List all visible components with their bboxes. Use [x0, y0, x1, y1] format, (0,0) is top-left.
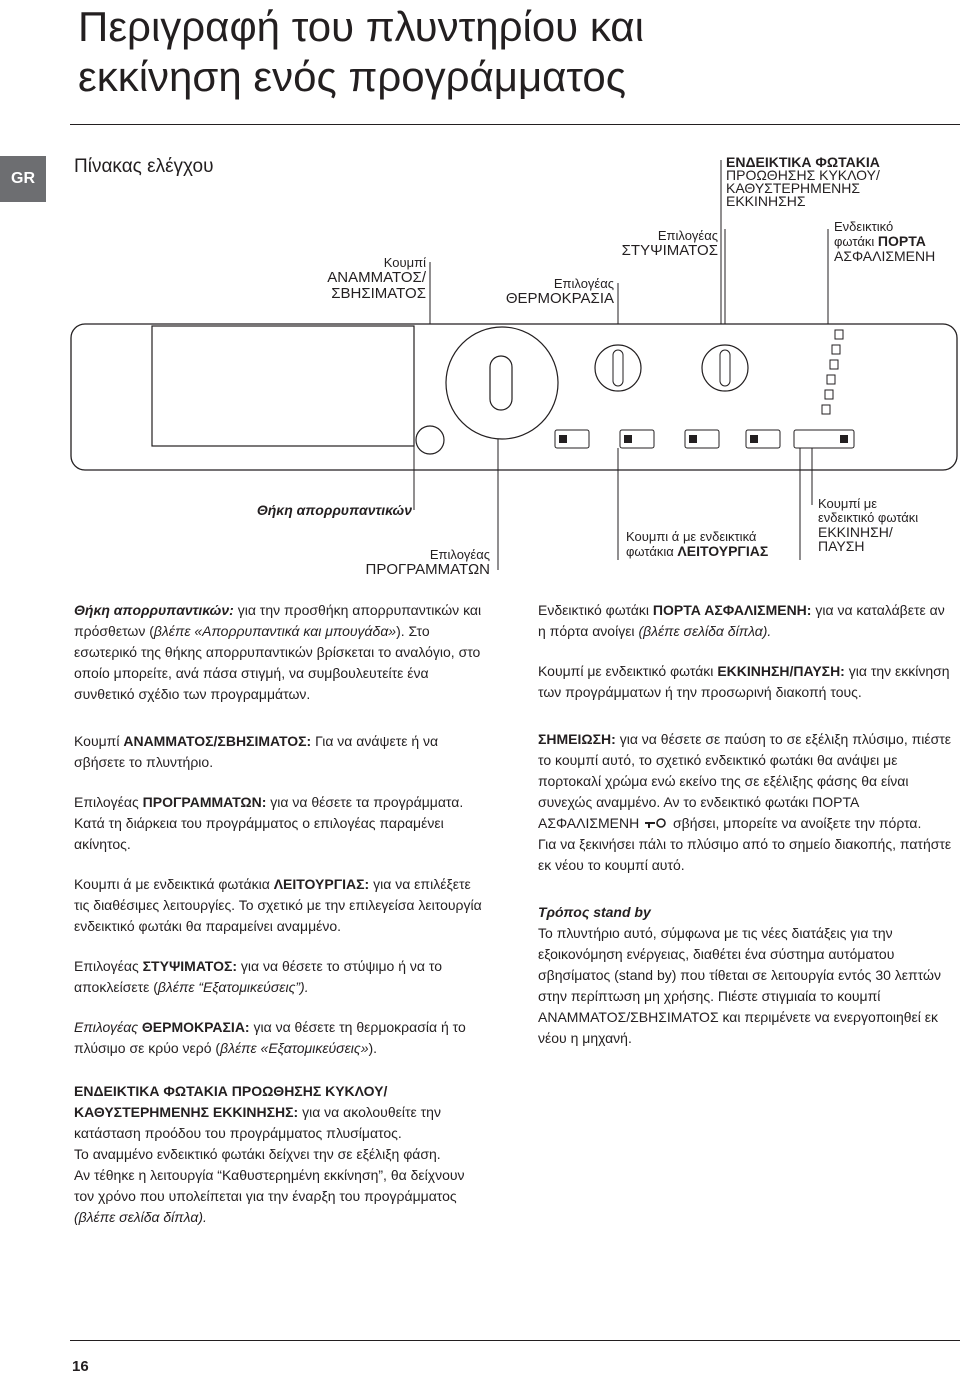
function-light-3 — [689, 435, 697, 443]
onoff-button[interactable] — [416, 426, 444, 454]
label-onoff: Κουμπί ΑΝΑΜΜΑΤΟΣ/ ΣΒΗΣΙΜΑΤΟΣ — [327, 255, 426, 302]
footer-divider — [70, 1340, 960, 1341]
para-drawer: Θήκη απορρυπαντικών: για την προσθήκη απορρυπαντικών και πρόσθετων (βλέπε «Απορρυπαντικά και μπουγάδα»). Στο εσωτερικό της θήκης απορρυπαντικών βρίσκεται το αναλόγιο, στο οποίο μπορείτε, ανά πάσα στιγμή, να συμβουλευτείτε ένα συνθετικό σχέδιο των προγραμμάτων. — [74, 602, 482, 702]
para-door: Ενδεικτικό φωτάκι ΠΟΡΤΑ ΑΣΦΑΛΙΣΜΕΝΗ: για να καταλάβετε αν η πόρτα ανοίγει (βλέπε σελίδα δίπλα). — [538, 602, 945, 639]
label-start-pause: Κουμπί με ενδεικτικό φωτάκι ΕΚΚΙΝΗΣΗ/ ΠΑΥΣΗ — [818, 496, 919, 554]
page-number: 16 — [72, 1358, 89, 1375]
para-spin: Επιλογέας ΣΤΥΨΙΜΑΤΟΣ: για να θέσετε το στύψιμο ή να το αποκλείσετε (βλέπε “Εξατομικεύσεις”). — [74, 958, 443, 995]
para-program: Επιλογέας ΠΡΟΓΡΑΜΜΑΤΩΝ: για να θέσετε τα προγράμματα. Κατά τη διάρκεια του προγράμματος ο επιλογέας παραμένει ακίνητος. — [74, 794, 464, 852]
right-column — [538, 600, 954, 1068]
function-light-2 — [624, 435, 632, 443]
label-progress-lights: ΕΝΔΕΙΚΤΙΚΑ ΦΩΤΑΚΙΑ ΠΡΟΩΘΗΣΗΣ ΚΥΚΛΟΥ/ ΚΑΘΥΣΤΕΡΗΜΕΝΗΣ ΕΚΚΙΝΗΣΗΣ — [726, 154, 880, 209]
label-drawer: Θήκη απορρυπαντικών — [256, 502, 412, 518]
detergent-drawer[interactable] — [152, 326, 414, 446]
para-onoff: Κουμπί ΑΝΑΜΜΑΤΟΣ/ΣΒΗΣΙΜΑΤΟΣ: Για να ανάψετε ή να σβήσετε το πλυντήριο. — [74, 733, 439, 770]
temperature-knob — [613, 350, 623, 386]
left-column — [74, 600, 484, 1247]
progress-light-1 — [835, 330, 843, 339]
spin-knob — [720, 350, 730, 386]
function-light-4 — [750, 435, 758, 443]
title-line-2: εκκίνηση ενός προγράμματος — [78, 53, 627, 100]
function-light-1 — [559, 435, 567, 443]
language-tab: GR — [0, 156, 46, 202]
label-program: Επιλογέας ΠΡΟΓΡΑΜΜΑΤΩΝ — [365, 547, 490, 578]
label-functions: Κουμπι ά με ενδεικτικά φωτάκια ΛΕΙΤΟΥΡΓΙΑΣ — [626, 529, 769, 559]
control-panel-diagram — [0, 0, 960, 600]
para-start: Κουμπί με ενδεικτικό φωτάκι ΕΚΚΙΝΗΣΗ/ΠΑΥΣΗ: για την εκκίνηση των προγράμματων ή την προσωρινή διακοπή τους. — [538, 663, 950, 700]
para-standby: Τρόπος stand by Το πλυντήριο αυτό, σύμφωνα με τις νέες διατάξεις για την εξοικονόμηση ενέργειας, διαθέτει ένα σύστημα αυτόματου σβησίματος (stand by) που τίθεται σε λειτουργία εντός 30 λεπτών στην περίπτωση μη χρήσης. Πιέστε στιγμιαία το κουμπί ΑΝΑΜΜΑΤΟΣ/ΣΒΗΣΙΜΑΤΟΣ και περιμένετε να ενεργοποιηθεί εκ νέου η μηχανή. — [538, 904, 941, 1046]
program-selector-knob — [490, 356, 512, 410]
para-progress: ΕΝΔΕΙΚΤΙΚΑ ΦΩΤΑΚΙΑ ΠΡΟΩΘΗΣΗΣ ΚΥΚΛΟΥ/ ΚΑΘΥΣΤΕΡΗΜΕΝΗΣ ΕΚΚΙΝΗΣΗΣ: για να ακολουθείτε την κατάσταση προόδου του προγράμματος πλυσίματος. Το αναμμένο ενδεικτικό φωτάκι δείχνει την σε εξέλιξη φάση. Αν τέθηκε η λειτουργία “Καθυστερημένη εκκίνηση”, θα δείχνουν τον χρόνο που υπολείπεται για την έναρξη του προγράμματος (βλέπε σελίδα δίπλα). — [74, 1083, 465, 1225]
progress-light-2 — [832, 345, 840, 354]
progress-light-4 — [827, 375, 835, 384]
para-temperature: Επιλογέας ΘΕΡΜΟΚΡΑΣΙΑ: για να θέσετε τη θερμοκρασία ή το πλύσιμο σε κρύο νερό (βλέπε «Εξατομικεύσεις»). — [74, 1019, 466, 1056]
section-title: Πίνακας ελέγχου — [74, 156, 214, 177]
title-line-1: Περιγραφή του πλυντηρίου και — [78, 3, 644, 50]
para-note: ΣΗΜΕΙΩΣΗ: για να θέσετε σε παύση το σε εξέλιξη πλύσιμο, πιέστε το κουμπί αυτό, το σχετικό ενδεικτικό φωτάκι θα ανάψει με πορτοκαλί χρώμα ενώ εκείνο της σε εξέλιξης φάσης θα είναι συνεχώς αναμμένο. Αν το ενδεικτικό φωτάκι ΠΟΡΤΑ ΑΣΦΑΛΙΣΜΕΝΗ σβήσει, μπορείτε να ανοίξετε την πόρτα. Για να ξεκινήσει πάλι το πλύσιμο από το σημείο διακοπής, πατήστε εκ νέου το κουμπί αυτό. — [538, 731, 952, 873]
progress-light-6 — [822, 405, 830, 414]
label-door-locked: Ενδεικτικό φωτάκι ΠΟΡΤΑ ΑΣΦΑΛΙΣΜΕΝΗ — [834, 219, 936, 264]
para-functions: Κουμπι ά με ενδεικτικά φωτάκια ΛΕΙΤΟΥΡΓΙΑΣ: για να επιλέξετε τις διαθέσιμες λειτουργίες. Το σχετικό με την επιλεγείσα λειτουργία ενδεικτικό φωτάκι θα παραμείνει αναμμένο. — [74, 876, 482, 934]
progress-light-5 — [825, 390, 833, 399]
label-temperature: Επιλογέας ΘΕΡΜΟΚΡΑΣΙΑ — [505, 276, 614, 307]
start-pause-light — [840, 435, 848, 443]
label-spin: Επιλογέας ΣΤΥΨΙΜΑΤΟΣ — [621, 228, 718, 259]
progress-light-3 — [830, 360, 838, 369]
door-locked-icon — [643, 817, 669, 829]
